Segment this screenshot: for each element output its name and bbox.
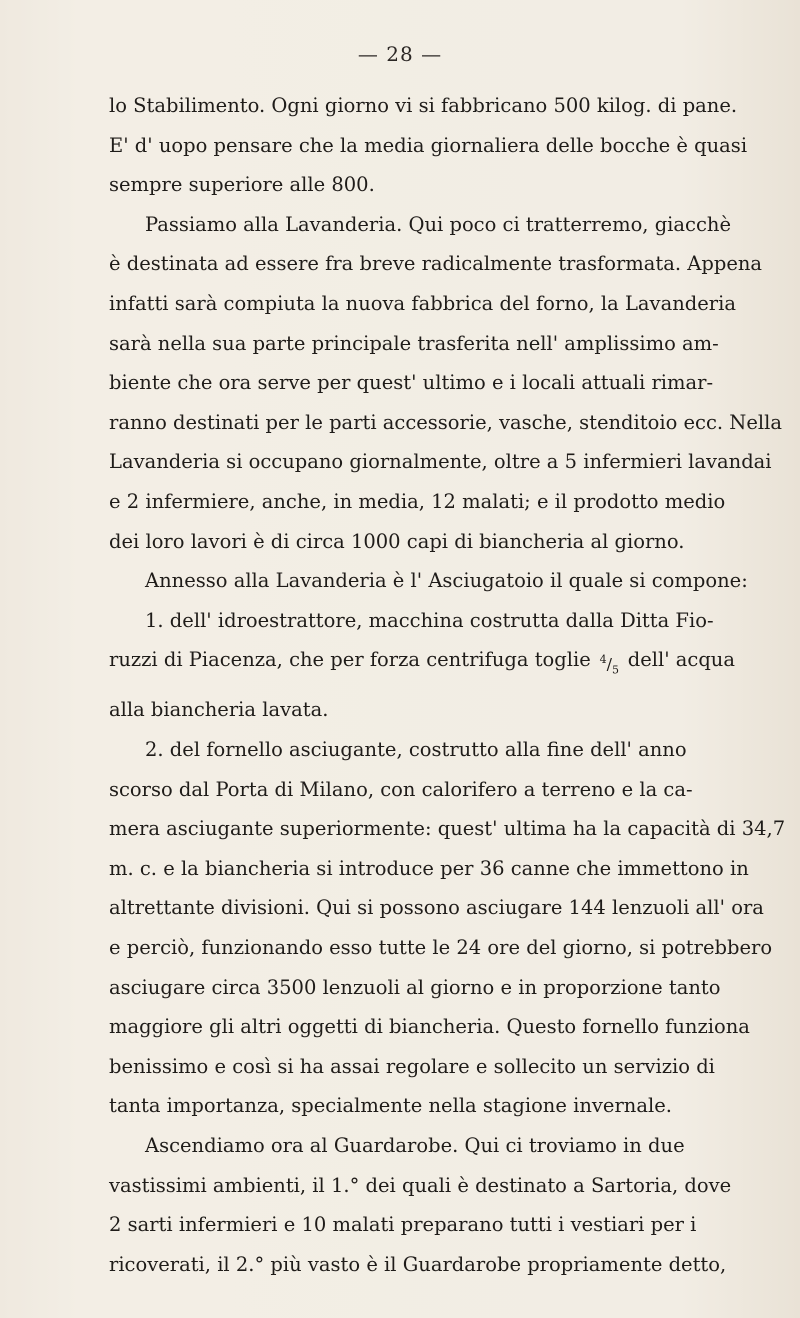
line-text: infatti sarà compiuta la nuova fabbrica del forno, la Lavanderia bbox=[109, 291, 736, 315]
text-line bbox=[109, 1007, 750, 1047]
text-line bbox=[109, 363, 735, 403]
text-line bbox=[109, 205, 735, 245]
line-text: scorso dal Porta di Milano, con calorifero a terreno e la ca- bbox=[109, 777, 693, 801]
line-text: Annesso alla Lavanderia è l' Asciugatoio il quale si compone: bbox=[145, 569, 748, 593]
line-text: asciugare circa 3500 lenzuoli al giorno e in proporzione tanto bbox=[109, 975, 721, 999]
line-text: m. c. e la biancheria si introduce per 36 canne che immettono in bbox=[109, 856, 749, 880]
text-line bbox=[109, 244, 763, 284]
line-text: e perciò, funzionando esso tutte le 24 ore del giorno, si potrebbero bbox=[109, 935, 773, 959]
line-text: altrettante divisioni. Qui si possono asciugare 144 lenzuoli all' ora bbox=[109, 896, 764, 920]
fraction-numerator: 4 bbox=[599, 653, 607, 667]
text-line bbox=[109, 1166, 735, 1206]
line-text: sempre superiore alle 800. bbox=[109, 173, 375, 197]
line-text: dei loro lavori è di circa 1000 capi di biancheria al giorno. bbox=[109, 529, 685, 553]
line-text: tanta importanza, specialmente nella stagione invernale. bbox=[109, 1094, 672, 1118]
text-line bbox=[109, 601, 735, 641]
fraction-denominator: 5 bbox=[611, 663, 619, 677]
text-line bbox=[109, 86, 738, 126]
text-line bbox=[109, 1205, 735, 1245]
line-text: benissimo e così si ha assai regolare e sollecito un servizio di bbox=[109, 1054, 715, 1078]
text-line bbox=[109, 403, 782, 443]
text-line bbox=[109, 126, 748, 166]
text-line bbox=[109, 1047, 735, 1087]
text-line bbox=[109, 888, 764, 928]
text-line bbox=[109, 968, 735, 1008]
line-text: mera asciugante superiormente: quest' ultima ha la capacità di 34,7 bbox=[109, 817, 786, 841]
line-text: lo Stabilimento. Ogni giorno vi si fabbricano 500 kilog. di pane. bbox=[109, 94, 738, 117]
line-text: maggiore gli altri oggetti di biancheria. Questo fornello funziona bbox=[109, 1015, 750, 1039]
text-line bbox=[109, 284, 735, 324]
page-number: — 28 — bbox=[357, 42, 443, 66]
line-text: ranno destinati per le parti accessorie, vasche, stenditoio ecc. Nella bbox=[109, 410, 782, 434]
text-line bbox=[109, 1126, 735, 1166]
line-text: vastissimi ambienti, il 1.° dei quali è destinato a Sartoria, dove bbox=[109, 1173, 732, 1197]
fraction: $^4/_5$ bbox=[599, 653, 619, 677]
line-text: dell' acqua bbox=[627, 648, 735, 672]
line-text: 2 sarti infermieri e 10 malati preparano tutti i vestiari per i bbox=[109, 1213, 697, 1237]
text-line bbox=[109, 1086, 735, 1126]
line-text: sarà nella sua parte principale trasferita nell' amplissimo am- bbox=[109, 331, 719, 355]
line-text: ricoverati, il 2.° più vasto è il Guardarobe propriamente detto, bbox=[109, 1252, 727, 1276]
line-text: E' d' uopo pensare che la media giornaliera delle bocche è quasi bbox=[109, 133, 748, 157]
text-line bbox=[109, 165, 735, 205]
line-text: è destinata ad essere fra breve radicalmente trasformata. Appena bbox=[109, 252, 763, 276]
text-line bbox=[109, 522, 735, 562]
line-text: Lavanderia si occupano giornalmente, oltre a 5 infermieri lavandai bbox=[109, 450, 772, 474]
text-line bbox=[109, 849, 749, 889]
line-text: alla biancheria lavata. bbox=[109, 698, 329, 722]
line-text: e 2 infermiere, anche, in media, 12 malati; e il prodotto medio bbox=[109, 489, 726, 513]
text-line bbox=[109, 928, 773, 968]
text-line bbox=[109, 730, 735, 770]
line-text: ruzzi di Piacenza, che per forza centrifuga toglie bbox=[109, 648, 591, 672]
text-line bbox=[109, 770, 735, 810]
text-line bbox=[109, 690, 735, 730]
line-text: 2. del fornello asciugante, costrutto alla fine dell' anno bbox=[145, 738, 687, 762]
text-line bbox=[109, 1245, 735, 1285]
line-text: Ascendiamo ora al Guardarobe. Qui ci troviamo in due bbox=[145, 1133, 685, 1157]
line-text: biente che ora serve per quest' ultimo e i locali attuali rimar- bbox=[109, 371, 714, 395]
line-text: 1. dell' idroestrattore, macchina costrutta dalla Ditta Fio- bbox=[145, 608, 714, 632]
line-text: Passiamo alla Lavanderia. Qui poco ci tratterremo, giacchè bbox=[145, 212, 731, 236]
text-line bbox=[109, 561, 748, 601]
text-line bbox=[109, 442, 772, 482]
text-line bbox=[109, 324, 735, 364]
text-line bbox=[109, 809, 786, 849]
text-line bbox=[109, 640, 735, 690]
text-line bbox=[109, 482, 735, 522]
body-text bbox=[109, 86, 786, 1284]
